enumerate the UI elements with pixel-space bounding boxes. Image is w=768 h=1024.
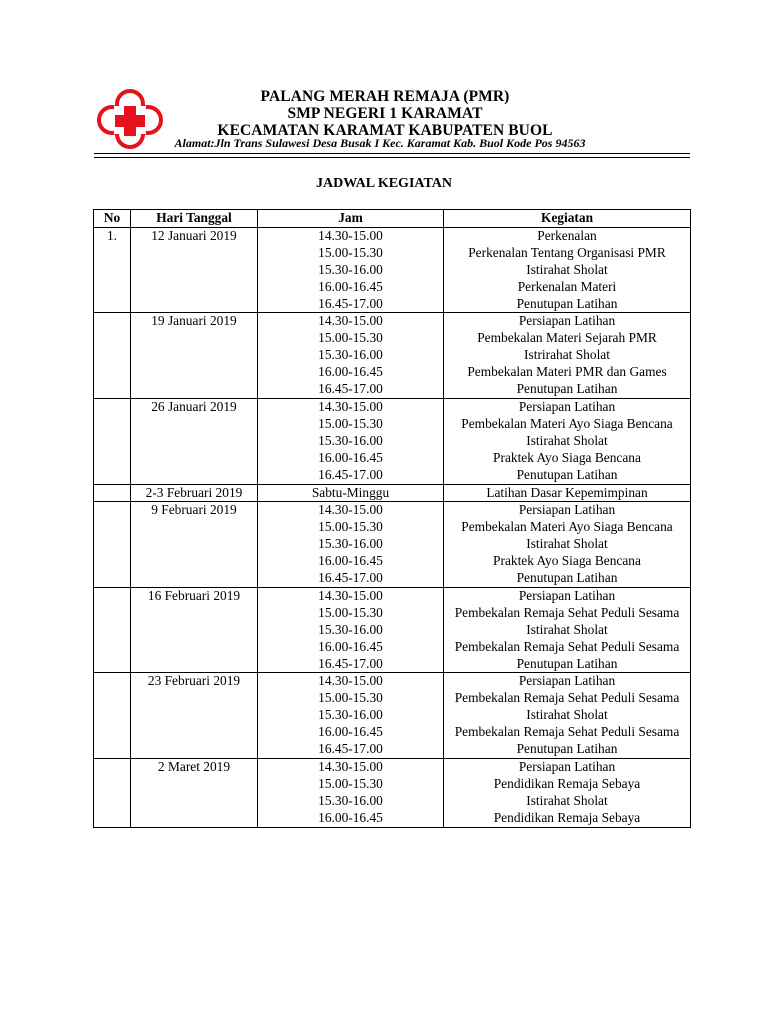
- time-slot: 16.00-16.45: [318, 553, 383, 569]
- activity-item: Persiapan Latihan: [518, 502, 616, 518]
- time-slot: 16.45-17.00: [318, 295, 383, 311]
- schedule-table: [93, 209, 691, 828]
- time-slot: 16.00-16.45: [318, 364, 383, 380]
- row-activities: [444, 587, 691, 673]
- activity-item: Istrirahat Sholat: [524, 347, 610, 363]
- time-slot: 16.45-17.00: [318, 381, 383, 397]
- row-number: 1.: [94, 227, 131, 313]
- activity-item: Penutupan Latihan: [516, 741, 618, 757]
- activity-item: Pembekalan Materi Ayo Siaga Bencana: [461, 519, 673, 535]
- address: Alamat:Jln Trans Sulawesi Desa Busak I Kec. Karamat Kab. Buol Kode Pos 94563: [174, 136, 586, 150]
- activity-item: Persiapan Latihan: [518, 398, 616, 414]
- table-header-row: [94, 210, 691, 228]
- col-header-activity: Kegiatan: [444, 210, 691, 228]
- activity-item: Penutupan Latihan: [516, 655, 618, 671]
- row-number: [94, 673, 131, 759]
- row-activities: [444, 227, 691, 313]
- activity-item: Pembekalan Remaja Sehat Peduli Sesama: [454, 724, 680, 740]
- table-row: [94, 484, 691, 502]
- table-row: [94, 398, 691, 484]
- activity-item: Penutupan Latihan: [516, 466, 618, 482]
- activity-item: Istirahat Sholat: [526, 536, 608, 552]
- school-name: SMP NEGERI 1 KARAMAT: [287, 105, 483, 122]
- activity-item: Persiapan Latihan: [518, 313, 616, 329]
- activity-item: Istirahat Sholat: [526, 261, 608, 277]
- time-slot: 16.45-17.00: [318, 741, 383, 757]
- time-slot: 14.30-15.00: [318, 313, 383, 329]
- activity-item: Perkenalan: [537, 227, 597, 243]
- time-slot: 16.45-17.00: [318, 655, 383, 671]
- activity-item: Pembekalan Remaja Sehat Peduli Sesama: [454, 690, 680, 706]
- time-slot: 14.30-15.00: [318, 759, 383, 774]
- row-times: [258, 398, 444, 484]
- org-name: PALANG MERAH REMAJA (PMR): [260, 88, 510, 105]
- activity-item: Latihan Dasar Kepemimpinan: [486, 484, 648, 500]
- time-slot: 14.30-15.00: [318, 587, 383, 603]
- district-name: KECAMATAN KARAMAT KABUPATEN BUOL: [217, 122, 553, 139]
- activity-item: Pendidikan Remaja Sebaya: [493, 809, 641, 825]
- activity-item: Istirahat Sholat: [526, 621, 608, 637]
- row-date: 26 Januari 2019: [131, 398, 258, 484]
- activity-item: Istirahat Sholat: [526, 792, 608, 808]
- time-slot: 15.30-16.00: [318, 432, 383, 448]
- header-rule-thick: [94, 153, 690, 154]
- time-slot: 15.30-16.00: [318, 621, 383, 637]
- table-row: [94, 313, 691, 399]
- row-times: [258, 759, 444, 828]
- time-slot: 15.00-15.30: [318, 604, 383, 620]
- document-title: JADWAL KEGIATAN: [315, 176, 452, 191]
- time-slot: 16.45-17.00: [318, 570, 383, 586]
- activity-item: Pembekalan Remaja Sehat Peduli Sesama: [454, 604, 680, 620]
- time-slot: 14.30-15.00: [318, 673, 383, 689]
- time-slot: 16.00-16.45: [318, 809, 383, 825]
- time-slot: 16.00-16.45: [318, 638, 383, 654]
- row-number: [94, 313, 131, 399]
- activity-item: Istirahat Sholat: [526, 707, 608, 723]
- row-date: 9 Februari 2019: [131, 502, 258, 588]
- activity-item: Pembekalan Remaja Sehat Peduli Sesama: [454, 638, 680, 654]
- row-date: 2-3 Februari 2019: [131, 484, 258, 502]
- table-row: [94, 502, 691, 588]
- row-activities: [444, 502, 691, 588]
- row-times: [258, 587, 444, 673]
- activity-item: Pembekalan Materi Sejarah PMR: [477, 330, 657, 346]
- activity-item: Istirahat Sholat: [526, 432, 608, 448]
- activity-item: Pendidikan Remaja Sebaya: [493, 775, 641, 791]
- time-slot: 15.30-16.00: [318, 707, 383, 723]
- header-rule-thin: [94, 157, 690, 158]
- row-date: 16 Februari 2019: [131, 587, 258, 673]
- row-activities: [444, 313, 691, 399]
- activity-item: Persiapan Latihan: [518, 759, 616, 774]
- row-activities: [444, 759, 691, 828]
- activity-item: Penutupan Latihan: [516, 381, 618, 397]
- row-activities: [444, 484, 691, 502]
- time-slot: 16.45-17.00: [318, 466, 383, 482]
- time-slot: 15.30-16.00: [318, 347, 383, 363]
- time-slot: 15.00-15.30: [318, 330, 383, 346]
- time-slot: 15.30-16.00: [318, 536, 383, 552]
- time-slot: 15.30-16.00: [318, 261, 383, 277]
- row-times: [258, 484, 444, 502]
- row-times: [258, 313, 444, 399]
- time-slot: 15.00-15.30: [318, 690, 383, 706]
- time-slot: 15.00-15.30: [318, 775, 383, 791]
- table-row: [94, 759, 691, 828]
- activity-item: Praktek Ayo Siaga Bencana: [493, 449, 641, 465]
- row-date: 23 Februari 2019: [131, 673, 258, 759]
- time-slot: 16.00-16.45: [318, 449, 383, 465]
- table-row: [94, 587, 691, 673]
- col-header-time: Jam: [258, 210, 444, 228]
- row-times: [258, 673, 444, 759]
- time-slot: 14.30-15.00: [318, 502, 383, 518]
- table-row: [94, 673, 691, 759]
- col-header-no: No: [94, 210, 131, 228]
- activity-item: Penutupan Latihan: [516, 570, 618, 586]
- row-times: [258, 502, 444, 588]
- activity-item: Pembekalan Materi PMR dan Games: [467, 364, 667, 380]
- row-date: 12 Januari 2019: [131, 227, 258, 313]
- time-slot: 14.30-15.00: [318, 398, 383, 414]
- row-number: [94, 759, 131, 828]
- row-number: [94, 398, 131, 484]
- table-row: [94, 227, 691, 313]
- time-slot: 15.30-16.00: [318, 792, 383, 808]
- letterhead: [150, 88, 620, 150]
- row-date: 19 Januari 2019: [131, 313, 258, 399]
- time-slot: 15.00-15.30: [318, 244, 383, 260]
- activity-item: Penutupan Latihan: [516, 295, 618, 311]
- activity-item: Persiapan Latihan: [518, 587, 616, 603]
- time-slot: 16.00-16.45: [318, 724, 383, 740]
- row-number: [94, 484, 131, 502]
- row-activities: [444, 673, 691, 759]
- activity-item: Pembekalan Materi Ayo Siaga Bencana: [461, 415, 673, 431]
- time-slot: 15.00-15.30: [318, 519, 383, 535]
- row-activities: [444, 398, 691, 484]
- row-times: [258, 227, 444, 313]
- row-number: [94, 587, 131, 673]
- row-date: 2 Maret 2019: [131, 759, 258, 828]
- time-slot: Sabtu-Minggu: [311, 484, 390, 500]
- activity-item: Persiapan Latihan: [518, 673, 616, 689]
- time-slot: 16.00-16.45: [318, 278, 383, 294]
- row-number: [94, 502, 131, 588]
- activity-item: Praktek Ayo Siaga Bencana: [493, 553, 641, 569]
- activity-item: Perkenalan Tentang Organisasi PMR: [468, 244, 666, 260]
- activity-item: Perkenalan Materi: [517, 278, 617, 294]
- col-header-date: Hari Tanggal: [131, 210, 258, 228]
- time-slot: 14.30-15.00: [318, 227, 383, 243]
- time-slot: 15.00-15.30: [318, 415, 383, 431]
- schedule-body: [94, 227, 691, 827]
